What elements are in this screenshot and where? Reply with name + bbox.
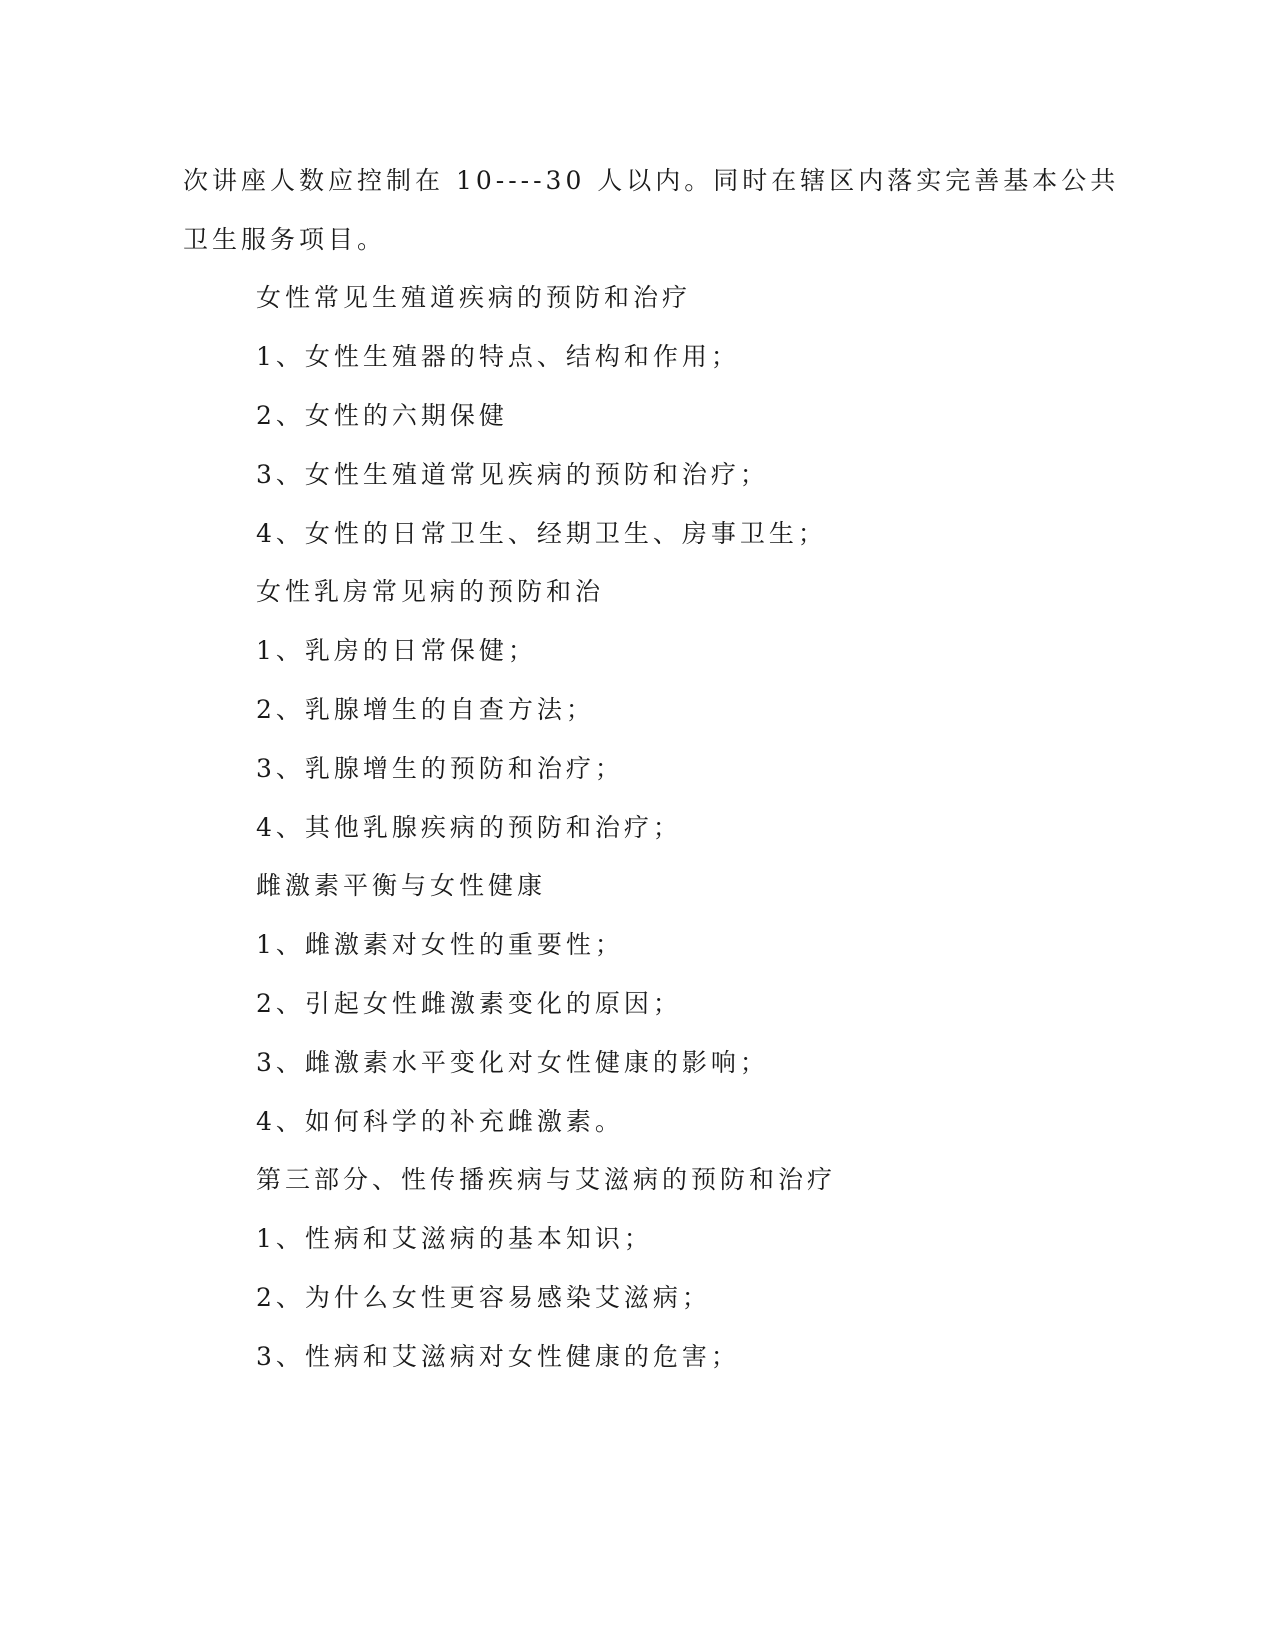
list-item: 2、引起女性雌激素变化的原因； [256, 989, 682, 1018]
section-heading-reproductive: 女性常见生殖道疾病的预防和治疗 [256, 283, 692, 312]
section-heading-breast: 女性乳房常见病的预防和治 [256, 577, 605, 606]
list-item: 1、女性生殖器的特点、结构和作用； [256, 342, 740, 371]
list-item: 2、乳腺增生的自查方法； [256, 695, 595, 724]
list-item: 4、如何科学的补充雌激素。 [256, 1107, 624, 1136]
list-item: 3、雌激素水平变化对女性健康的影响； [256, 1048, 769, 1077]
list-item: 4、女性的日常卫生、经期卫生、房事卫生； [256, 519, 827, 548]
section-heading-estrogen: 雌激素平衡与女性健康 [256, 871, 547, 900]
list-item: 3、性病和艾滋病对女性健康的危害； [256, 1342, 740, 1371]
section-heading-std-aids: 第三部分、性传播疾病与艾滋病的预防和治疗 [256, 1165, 837, 1194]
paragraph-intro-line-1: 次讲座人数应控制在 10----30 人以内。同时在辖区内落实完善基本公共 [183, 166, 1120, 195]
list-item: 2、女性的六期保健 [256, 401, 508, 430]
list-item: 1、雌激素对女性的重要性； [256, 930, 624, 959]
list-item: 4、其他乳腺疾病的预防和治疗； [256, 813, 682, 842]
list-item: 3、乳腺增生的预防和治疗； [256, 754, 624, 783]
list-item: 1、性病和艾滋病的基本知识； [256, 1224, 653, 1253]
list-item: 3、女性生殖道常见疾病的预防和治疗； [256, 460, 769, 489]
list-item: 1、乳房的日常保健； [256, 636, 537, 665]
list-item: 2、为什么女性更容易感染艾滋病； [256, 1283, 711, 1312]
paragraph-intro-line-2: 卫生服务项目。 [183, 225, 387, 254]
